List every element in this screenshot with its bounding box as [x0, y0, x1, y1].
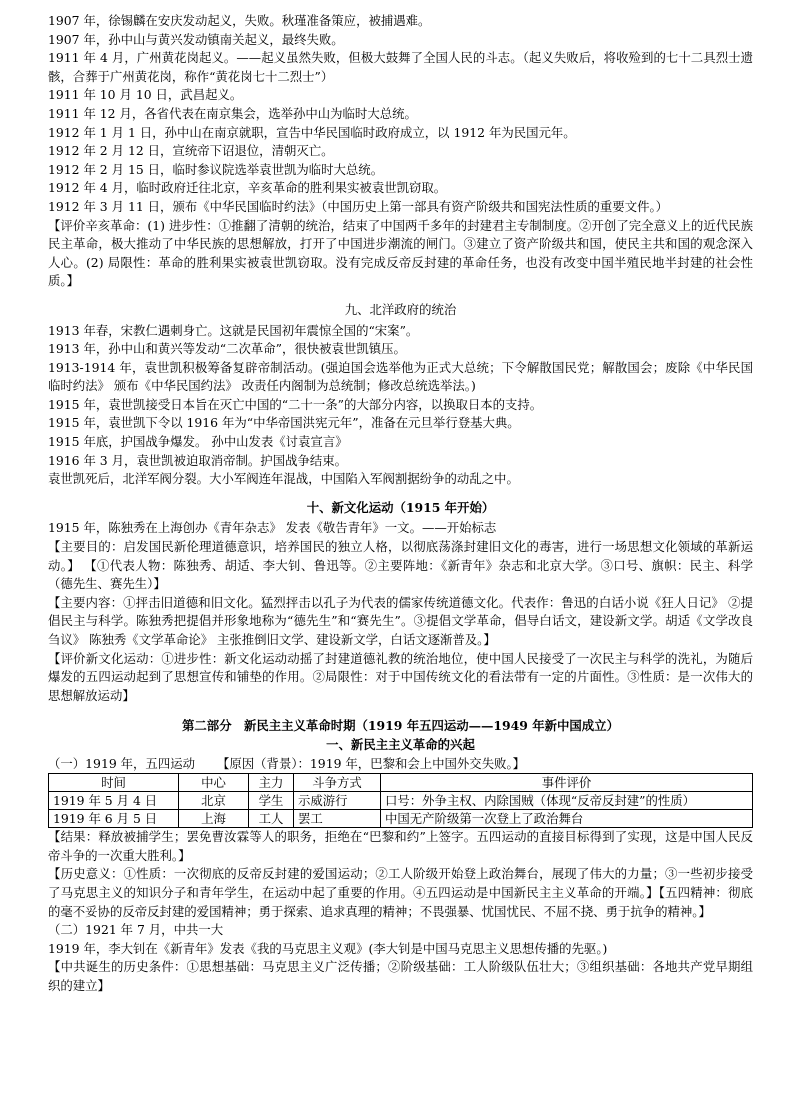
part2-heading: 第二部分 新民主主义革命时期（1919 年五四运动——1949 年新中国成立）: [182, 718, 619, 734]
event-line: 1913 年春，宋教仁遇刺身亡。这就是民国初年震惊全国的“宋案”。: [48, 322, 419, 338]
document-page: [48, 12, 753, 996]
event-line: 1911 年 10 月 10 日，武昌起义。: [48, 87, 243, 103]
event-line: 1915 年，陈独秀在上海创办《青年杂志》 发表《敬告青年》一文。——开始标志: [48, 520, 497, 536]
may4-events-table: [48, 773, 753, 828]
new-culture-content: 【主要内容：①抨击旧道德和旧文化。猛烈抨击以孔子为代表的儒家传统道德文化。代表作：鲁迅的白话小说《狂人日记》 ②提倡民主与科学。陈独秀把提倡并形象地称为“德先生”和“赛先生”。③提倡文学革命，倡导白话文，建设新文学。胡适《文学改良刍议》 陈独秀《文学革命论》 主张推倒旧文学、建设新文学，白话文逐渐普及。】: [48, 594, 753, 647]
xinhai-evaluation: 【评价辛亥革命：(1) 进步性：①推翻了清朝的统治，结束了中国两千多年的封建君主专制制度。②开创了完全意义上的近代民族民主革命，极大推动了中华民族的思想解放，打开了中国进步潮流的闸门。③建立了资产阶级共和国，使民主共和国的观念深入人心。(2) 局限性：革命的胜利果实被袁世凯窃取。没有完成反帝反封建的革命任务，也没有改变中国半殖民地半封建的社会性质。】: [48, 217, 753, 289]
new-culture-goal: 【主要目的：启发国民新伦理道德意识，培养国民的独立人格，以彻底荡涤封建旧文化的毒害，进行一场思想文化领域的革新运动。】 【①代表人物：陈独秀、胡适、李大钊、鲁迅等。②主要阵地：《新青年》杂志和北京大学。③口号、旗帜：民主、科学（德先生、赛先生）】: [48, 539, 753, 592]
event-line: 袁世凯死后，北洋军阀分裂。大小军阀连年混战，中国陷入军阀割据纷争的动乱之中。: [48, 471, 519, 487]
may4-cause: 【原因（背景）：1919 年，巴黎和会上中国外交失败。】: [217, 755, 526, 771]
event-line: 1911 年 4 月，广州黄花岗起义。——起义虽然失败，但极大鼓舞了全国人民的斗志。（起义失败后，将收殓到的七十二具烈士遗骸，合葬于广州黄花岗，称作“黄花岗七十二烈士”）: [48, 50, 753, 84]
table-row: [49, 810, 753, 828]
event-line: 1913-1914 年，袁世凯积极筹备复辟帝制活动。(强迫国会选举他为正式大总统；下令解散国民党；解散国会；废除《中华民国临时约法》 颁布《中华民国约法》 改责任内阁制为总统制；修改总统选举法。): [48, 359, 753, 394]
event-line: 1913 年，孙中山和黄兴等发动“二次革命”，很快被袁世凯镇压。: [48, 341, 406, 357]
table-cell: 工人: [249, 810, 294, 828]
table-row: [49, 792, 753, 810]
table-header-cell: 时间: [49, 774, 179, 792]
event-line: 1912 年 2 月 15 日，临时参议院选举袁世凯为临时大总统。: [48, 161, 384, 177]
event-line: 1912 年 4 月，临时政府迁往北京，辛亥革命的胜利果实被袁世凯窃取。: [48, 180, 447, 196]
cpc-line: 1919 年，李大钊在《新青年》发表《我的马克思主义观》(李大钊是中国马克思主义思想传播的先驱。): [48, 940, 608, 956]
event-line: 1915 年，袁世凯接受日本旨在灭亡中国的“二十一条”的大部分内容，以换取日本的支持。: [48, 396, 543, 412]
event-line: 1915 年，袁世凯下令以 1916 年为“中华帝国洪宪元年”，准备在元旦举行登基大典。: [48, 415, 520, 431]
table-cell: 示威游行: [294, 792, 381, 810]
table-header-cell: 斗争方式: [294, 774, 381, 792]
event-line: 1907 年，孙中山与黄兴发动镇南关起义，最终失败。: [48, 31, 344, 47]
section10-heading: 十、新文化运动（1915 年开始）: [306, 499, 495, 515]
table-header-cell: 主力: [249, 774, 294, 792]
table-header-cell: 中心: [179, 774, 249, 792]
part2-subheading: 一、新民主主义革命的兴起: [326, 736, 475, 752]
event-line: 1911 年 12 月，各省代表在南京集会，选举孙中山为临时大总统。: [48, 105, 417, 121]
table-header-cell: 事件评价: [381, 774, 753, 792]
may4-heading-row: [48, 755, 753, 774]
event-line: 1916 年 3 月，袁世凯被迫取消帝制。护国战争结束。: [48, 452, 348, 468]
event-line: 1907 年，徐锡麟在安庆发动起义，失败。秋瑾准备策应，被捕遇难。: [48, 13, 431, 28]
table-cell: 罢工: [294, 810, 381, 828]
table-cell: 1919 年 5 月 4 日: [49, 792, 179, 810]
table-header-row: [49, 774, 753, 792]
may4-result: 【结果：释放被捕学生；罢免曹汝霖等人的职务，拒绝在“巴黎和约”上签字。五四运动的直接目标得到了实现，这是中国人民反帝斗争的一次重大胜利。】: [48, 829, 753, 863]
table-cell: 学生: [249, 792, 294, 810]
section8-events: [48, 12, 753, 291]
table-cell: 上海: [179, 810, 249, 828]
event-line: 1912 年 1 月 1 日，孙中山在南京就职，宣告中华民国临时政府成立，以 1912 年为民国元年。: [48, 124, 576, 140]
event-line: 1912 年 2 月 12 日，宣统帝下诏退位，清朝灭亡。: [48, 143, 334, 159]
table-cell: 1919 年 6 月 5 日: [49, 810, 179, 828]
event-line: 1915 年底，护国战争爆发。 孙中山发表《讨袁宣言》: [48, 434, 348, 450]
section10-content: [48, 519, 753, 705]
event-line: 1912 年 3 月 11 日，颁布《中华民国临时约法》（中国历史上第一部具有资产阶级共和国宪法性质的重要文件。）: [48, 198, 669, 214]
may4-heading: （一）1919 年，五四运动: [48, 755, 195, 771]
table-cell: 北京: [179, 792, 249, 810]
may4-significance: 【历史意义：①性质：一次彻底的反帝反封建的爱国运动；②工人阶级开始登上政治舞台，展现了伟大的力量；③一些初步接受了马克思主义的知识分子和青年学生，在运动中起了重要的作用。④五四运动是中国新民主主义革命的开端。】【五四精神：彻底的毫不妥协的反帝反封建的爱国精神；勇于探索、追求真理的精神；不畏强暴、忧国忧民、不屈不挠、勇于抗争的精神。】: [48, 866, 753, 919]
section9-heading: 九、北洋政府的统治: [344, 301, 457, 317]
cpc-conditions: 【中共诞生的历史条件：①思想基础：马克思主义广泛传播；②阶级基础：工人阶级队伍壮大；③组织基础：各地共产党早期组织的建立】: [48, 959, 753, 993]
section9-events: [48, 322, 753, 489]
new-culture-evaluation: 【评价新文化运动：①进步性：新文化运动动摇了封建道德礼教的统治地位，使中国人民接受了一次民主与科学的洗礼，为随后爆发的五四运动起到了思想宣传和铺垫的作用。②局限性：对于中国传统文化的看法带有一定的片面性。③性质：是一次伟大的思想解放运动】: [48, 650, 753, 703]
table-cell: 口号：外争主权、内除国贼（体现“反帝反封建”的性质）: [381, 792, 753, 810]
table-cell: 中国无产阶级第一次登上了政治舞台: [381, 810, 753, 828]
cpc-heading: （二）1921 年 7 月，中共一大: [48, 922, 224, 938]
